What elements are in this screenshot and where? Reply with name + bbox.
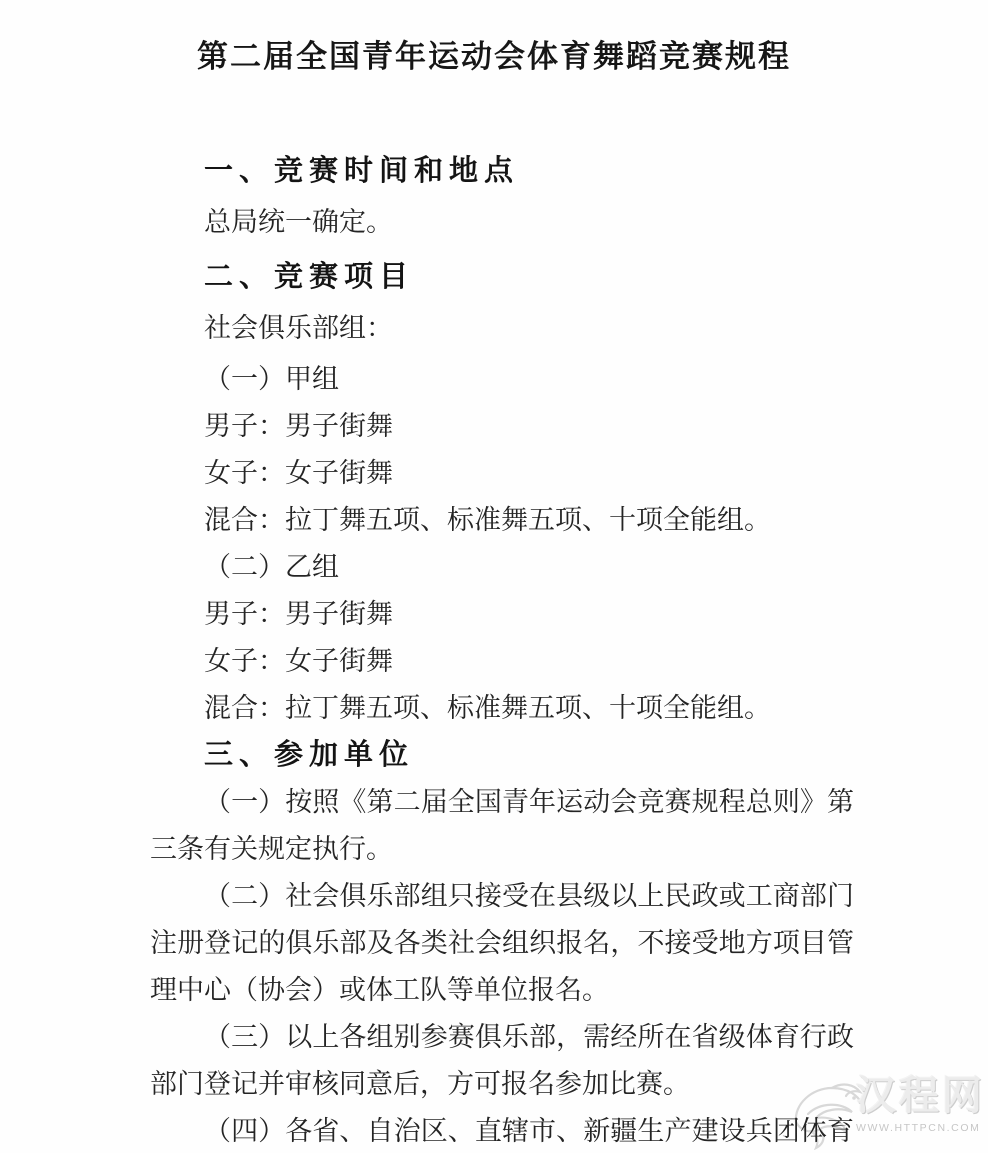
doc-line: 女子：女子街舞 (204, 458, 393, 488)
heading-competition-events: 二、竞赛项目 (204, 261, 415, 293)
doc-line: （三）以上各组别参赛俱乐部，需经所在省级体育行政 (204, 1022, 854, 1052)
doc-line: （二）社会俱乐部组只接受在县级以上民政或工商部门 (204, 881, 854, 911)
doc-line: 男子：男子街舞 (204, 599, 393, 629)
doc-line: 总局统一确定。 (204, 207, 393, 237)
doc-line: 三条有关规定执行。 (150, 834, 393, 864)
heading-competition-time-venue: 一、竞赛时间和地点 (204, 155, 520, 187)
doc-line: 社会俱乐部组： (204, 313, 393, 343)
doc-line: 混合：拉丁舞五项、标准舞五项、十项全能组。 (204, 693, 771, 723)
doc-line: 部门登记并审核同意后，方可报名参加比赛。 (150, 1069, 690, 1099)
doc-line: （四）各省、自治区、直辖市、新疆生产建设兵团体育 (204, 1116, 854, 1146)
watermark-site-name: 汉程网 (856, 1073, 985, 1118)
doc-line: 男子：男子街舞 (204, 411, 393, 441)
document-title: 第二届全国青年运动会体育舞蹈竞赛规程 (197, 39, 791, 74)
doc-line: 理中心（协会）或体工队等单位报名。 (150, 975, 609, 1005)
doc-line: （二）乙组 (204, 552, 339, 582)
doc-line: （一）甲组 (204, 364, 339, 394)
heading-participating-units: 三、参加单位 (204, 739, 415, 771)
doc-line: 女子：女子街舞 (204, 646, 393, 676)
doc-line: 注册登记的俱乐部及各类社会组织报名，不接受地方项目管 (150, 928, 854, 958)
doc-line: （一）按照《第二届全国青年运动会竞赛规程总则》第 (204, 787, 854, 817)
watermark-site-url: WWW.HTTPCN.COM (856, 1122, 981, 1134)
doc-line: 混合：拉丁舞五项、标准舞五项、十项全能组。 (204, 505, 771, 535)
document-body (150, 148, 854, 1153)
